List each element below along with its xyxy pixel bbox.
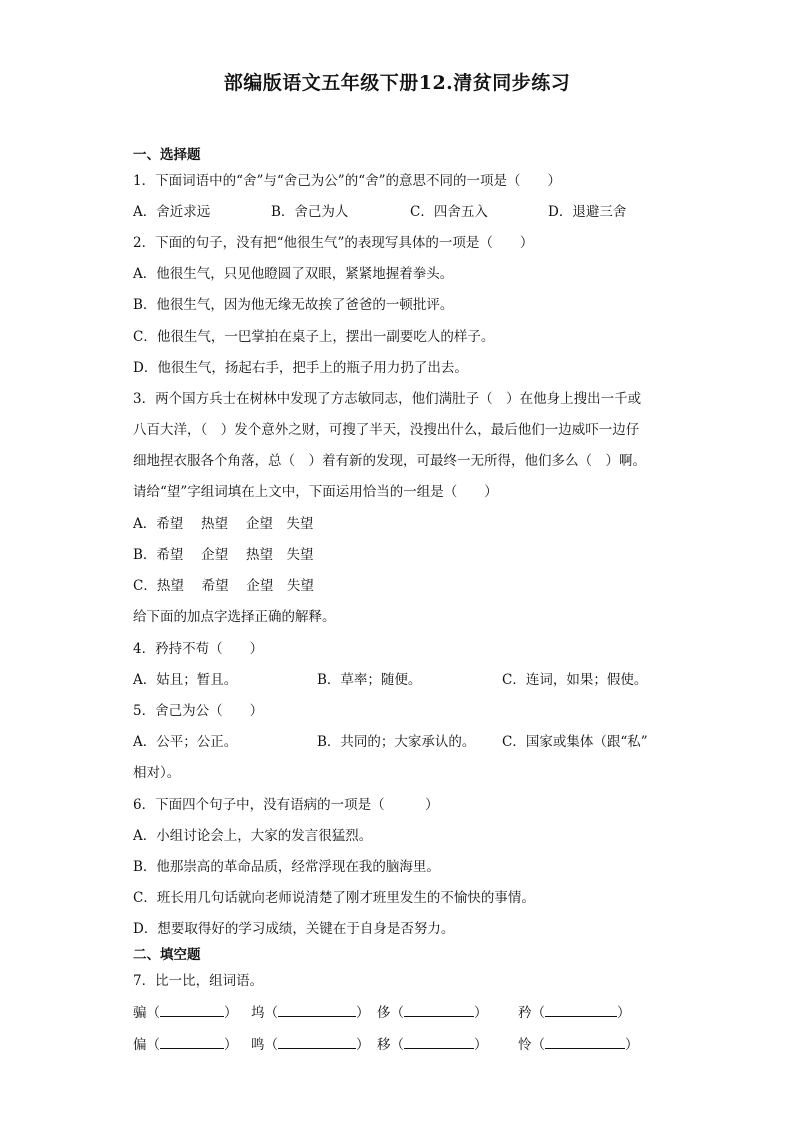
q7-item: 矜（ ） (518, 1005, 631, 1021)
q2-option-b: B．他很生气，因为他无缘无故挨了爸爸的一顿批评。 (133, 297, 454, 313)
q7-item: 移（ ） (377, 1037, 488, 1053)
q7-item: 坞（ ） (251, 1005, 370, 1021)
q7-char: 矜 (518, 1005, 532, 1021)
section-heading-fill: 二、填空题 (133, 947, 201, 963)
question-3-line-2: 八百大洋，（ ）发个意外之财，可搜了半天，没搜出什么，最后他们一边威吓一边仔 (133, 422, 640, 438)
answer-blank[interactable] (278, 1003, 356, 1017)
answer-blank[interactable] (545, 1003, 617, 1017)
question-1-stem: 1．下面词语中的“舍”与“舍己为公”的“舍”的意思不同的一项是（ ） (133, 173, 561, 189)
q7-item: 偏（ ） (133, 1037, 238, 1053)
q3-option-b: B．希望 企望 热望 失望 (133, 547, 314, 563)
answer-blank[interactable] (160, 1035, 224, 1049)
q1-option-a: A．舍近求远 (133, 204, 211, 220)
q7-item: 怜（ ） (518, 1037, 639, 1053)
answer-blank[interactable] (404, 1035, 474, 1049)
question-2-stem: 2．下面的句子，没有把“他很生气”的表现写具体的一项是（ ） (133, 235, 534, 251)
q5-option-a: A．公平；公正。 (133, 734, 238, 750)
q7-char: 鸣 (251, 1037, 265, 1053)
q4-option-b: B．草率；随便。 (317, 672, 422, 688)
answer-blank[interactable] (160, 1003, 224, 1017)
q6-option-b: B．他那崇高的革命品质，经常浮现在我的脑海里。 (133, 859, 440, 875)
q1-option-c: C．四舍五入 (410, 204, 488, 220)
q3-option-c: C．热望 希望 企望 失望 (133, 578, 314, 594)
question-7-stem: 7．比一比，组词语。 (133, 973, 264, 989)
q4-option-a: A．姑且；暂且。 (133, 672, 238, 688)
question-4-stem: 4．矜持不苟（ ） (133, 641, 264, 657)
q7-char: 骗 (133, 1005, 147, 1021)
answer-blank[interactable] (545, 1035, 625, 1049)
answer-blank[interactable] (404, 1003, 474, 1017)
question-5-stem: 5．舍己为公（ ） (133, 703, 264, 719)
page-title: 部编版语文五年级下册12.清贫同步练习 (223, 72, 571, 94)
answer-blank[interactable] (278, 1035, 356, 1049)
q7-char: 坞 (251, 1005, 265, 1021)
q2-option-d: D．他很生气，扬起右手，把手上的瓶子用力扔了出去。 (133, 360, 468, 376)
q7-char: 怜 (518, 1037, 532, 1053)
q5-option-c-continuation: 相对）。 (133, 765, 181, 781)
q6-option-d: D．想要取得好的学习成绩，关键在于自身是否努力。 (133, 921, 455, 937)
q7-item: 鸣（ ） (251, 1037, 370, 1053)
section-heading-choice: 一、选择题 (133, 147, 201, 163)
q5-option-b: B．共同的；大家承认的。 (317, 734, 476, 750)
q7-char: 侈 (377, 1005, 391, 1021)
q3-option-a: A．希望 热望 企望 失望 (133, 516, 314, 532)
q1-option-b: B．舍己为人 (271, 204, 349, 220)
question-3-line-3: 细地捏衣服各个角落，总（ ）着有新的发现，可最终一无所得，他们多么（ ）啊。 (133, 453, 646, 469)
q6-option-a: A．小组讨论会上，大家的发言很猛烈。 (133, 828, 373, 844)
q1-option-d: D．退避三舍 (548, 204, 627, 220)
q5-option-c: C．国家或集体（跟“私” (502, 734, 648, 750)
q4-option-c: C．连词，如果；假使。 (502, 672, 648, 688)
question-6-stem: 6．下面四个句子中，没有语病的一项是（ ） (133, 797, 439, 813)
question-3-line-4: 请给“望”字组词填在上文中，下面运用恰当的一组是（ ） (133, 484, 498, 500)
q7-char: 移 (377, 1037, 391, 1053)
q6-option-c: C．班长用几句话就向老师说清楚了刚才班里发生的不愉快的事情。 (133, 890, 535, 906)
q7-char: 偏 (133, 1037, 147, 1053)
q7-item: 侈（ ） (377, 1005, 488, 1021)
q7-item: 骗（ ） (133, 1005, 238, 1021)
question-3-line-1: 3．两个国方兵士在树林中发现了方志敏同志，他们满肚子（ ）在他身上搜出一千或 (133, 391, 642, 407)
q2-option-c: C．他很生气，一巴掌拍在桌子上，摆出一副要吃人的样子。 (133, 329, 495, 345)
q2-option-a: A．他很生气，只见他瞪圆了双眼，紧紧地握着拳头。 (133, 266, 454, 282)
instruction-text: 给下面的加点字选择正确的解释。 (133, 609, 336, 625)
